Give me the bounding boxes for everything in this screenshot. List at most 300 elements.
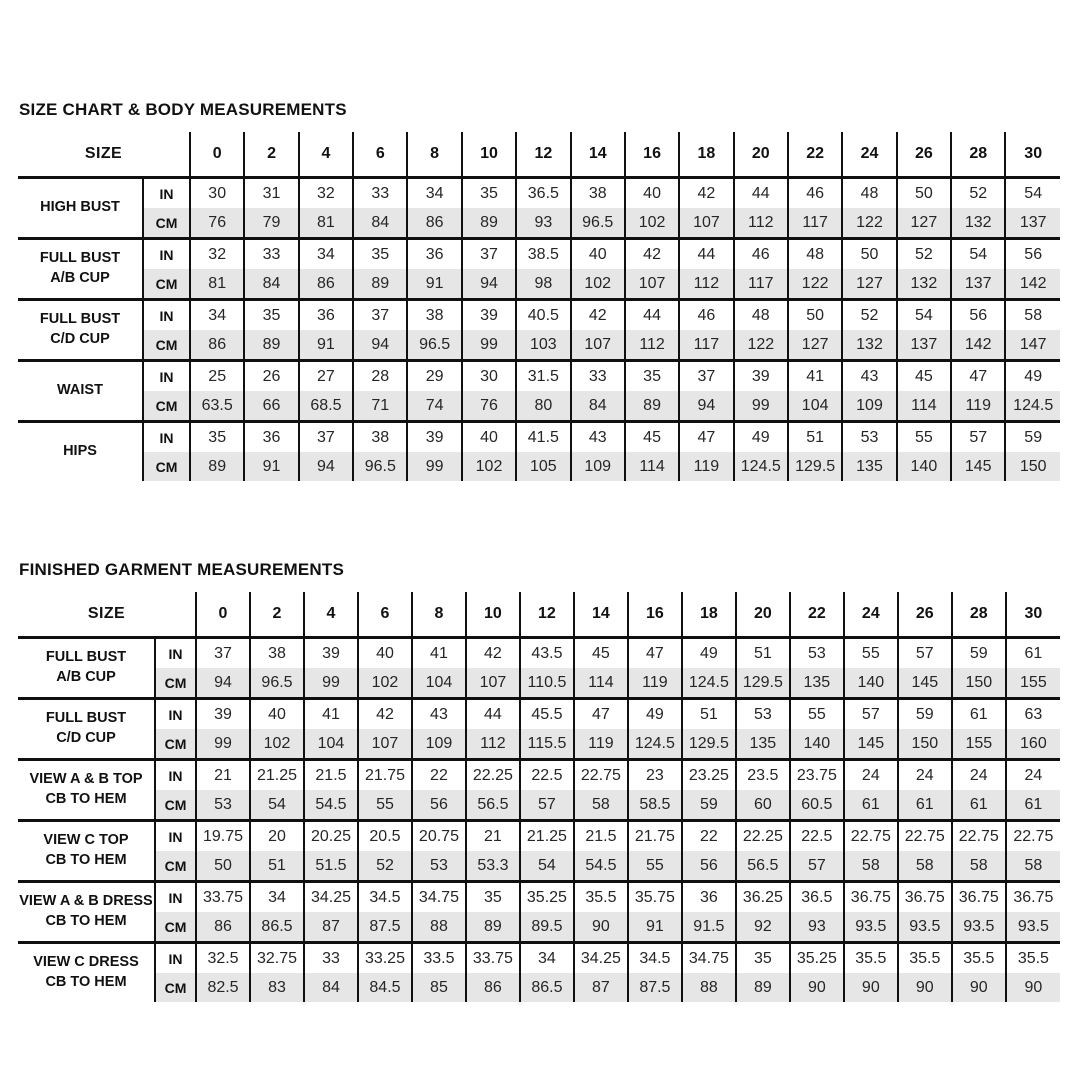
measurement-value-cell: 24: [952, 760, 1006, 791]
measurement-value-cell: 31.5: [516, 361, 570, 392]
garment-measurements-title: FINISHED GARMENT MEASUREMENTS: [19, 560, 345, 579]
measurement-row-centimeters: [18, 729, 1060, 760]
measurement-value-cell: 22.25: [736, 821, 790, 852]
measurement-value-cell: 84.5: [358, 973, 412, 1002]
body-measurements-title: SIZE CHART & BODY MEASUREMENTS: [19, 100, 347, 119]
measurement-value-cell: 37: [196, 638, 250, 669]
measurement-value-cell: 35.75: [628, 882, 682, 913]
measurement-value-cell: 54.5: [304, 790, 358, 821]
measurement-value-cell: 61: [952, 790, 1006, 821]
measurement-value-cell: 33: [304, 943, 358, 974]
measurement-value-cell: 88: [412, 912, 466, 943]
measurement-value-cell: 147: [1005, 330, 1060, 361]
measurement-value-cell: 89: [625, 391, 679, 422]
size-column-header: 18: [682, 592, 736, 638]
measurement-value-cell: 59: [682, 790, 736, 821]
measurement-value-cell: 90: [1006, 973, 1060, 1002]
measurement-value-cell: 41.5: [516, 422, 570, 453]
measurement-value-cell: 38.5: [516, 239, 570, 270]
measurement-value-cell: 40: [462, 422, 516, 453]
measurement-value-cell: 107: [625, 269, 679, 300]
size-column-header: 24: [842, 132, 896, 178]
measurement-value-cell: 104: [304, 729, 358, 760]
measurement-value-cell: 61: [952, 699, 1006, 730]
unit-label-cm: CM: [155, 912, 196, 943]
measurement-value-cell: 150: [1005, 452, 1060, 481]
measurement-value-cell: 68.5: [299, 391, 353, 422]
measurement-value-cell: 53: [790, 638, 844, 669]
measurement-row-label-line: CB TO HEM: [45, 913, 127, 929]
measurement-value-cell: 88: [682, 973, 736, 1002]
measurement-value-cell: 34.75: [412, 882, 466, 913]
measurement-value-cell: 112: [625, 330, 679, 361]
unit-label-in: IN: [155, 943, 196, 974]
unit-label-in: IN: [143, 361, 190, 392]
measurement-value-cell: 22.5: [520, 760, 574, 791]
measurement-value-cell: 33.5: [412, 943, 466, 974]
unit-label-in: IN: [155, 760, 196, 791]
measurement-value-cell: 96.5: [571, 208, 625, 239]
measurement-value-cell: 22.25: [466, 760, 520, 791]
measurement-row-centimeters: [18, 208, 1060, 239]
measurement-value-cell: 49: [734, 422, 788, 453]
unit-label-in: IN: [155, 882, 196, 913]
measurement-value-cell: 34.5: [628, 943, 682, 974]
measurement-value-cell: 39: [734, 361, 788, 392]
measurement-row-inches: [18, 239, 1060, 270]
size-column-header: 10: [462, 132, 516, 178]
measurement-value-cell: 23.75: [790, 760, 844, 791]
measurement-value-cell: 34.5: [358, 882, 412, 913]
measurement-value-cell: 60: [736, 790, 790, 821]
size-column-header: 8: [407, 132, 461, 178]
measurement-value-cell: 30: [462, 361, 516, 392]
measurement-value-cell: 38: [407, 300, 461, 331]
size-column-header: 14: [574, 592, 628, 638]
measurement-value-cell: 21.75: [358, 760, 412, 791]
measurement-value-cell: 93.5: [844, 912, 898, 943]
measurement-value-cell: 34.25: [304, 882, 358, 913]
measurement-value-cell: 47: [951, 361, 1005, 392]
measurement-value-cell: 112: [466, 729, 520, 760]
unit-label-cm: CM: [143, 208, 190, 239]
measurement-value-cell: 55: [628, 851, 682, 882]
measurement-value-cell: 58: [844, 851, 898, 882]
measurement-value-cell: 122: [842, 208, 896, 239]
measurement-row-label: [18, 422, 143, 482]
measurement-value-cell: 92: [736, 912, 790, 943]
measurement-value-cell: 51: [682, 699, 736, 730]
measurement-value-cell: 36: [407, 239, 461, 270]
measurement-value-cell: 86: [466, 973, 520, 1002]
unit-label-cm: CM: [155, 973, 196, 1002]
measurement-value-cell: 90: [574, 912, 628, 943]
measurement-row-label-line: A/B CUP: [56, 669, 116, 685]
measurement-value-cell: 99: [304, 668, 358, 699]
measurement-value-cell: 32.5: [196, 943, 250, 974]
measurement-value-cell: 84: [244, 269, 298, 300]
measurement-value-cell: 31: [244, 178, 298, 209]
size-column-header: 2: [244, 132, 298, 178]
measurement-row-centimeters: [18, 790, 1060, 821]
measurement-value-cell: 33.25: [358, 943, 412, 974]
measurement-value-cell: 117: [679, 330, 733, 361]
measurement-value-cell: 42: [466, 638, 520, 669]
size-column-header: 26: [898, 592, 952, 638]
measurement-value-cell: 93.5: [1006, 912, 1060, 943]
measurement-value-cell: 109: [842, 391, 896, 422]
measurement-value-cell: 33: [353, 178, 407, 209]
measurement-value-cell: 43.5: [520, 638, 574, 669]
measurement-value-cell: 55: [790, 699, 844, 730]
measurement-value-cell: 145: [898, 668, 952, 699]
measurement-value-cell: 20.5: [358, 821, 412, 852]
measurement-value-cell: 86: [190, 330, 244, 361]
measurement-value-cell: 37: [679, 361, 733, 392]
measurement-value-cell: 56: [412, 790, 466, 821]
unit-label-in: IN: [143, 239, 190, 270]
measurement-value-cell: 90: [898, 973, 952, 1002]
measurement-row-centimeters: [18, 851, 1060, 882]
measurement-value-cell: 23.5: [736, 760, 790, 791]
measurement-value-cell: 137: [951, 269, 1005, 300]
measurement-value-cell: 34: [250, 882, 304, 913]
size-column-header: 6: [353, 132, 407, 178]
measurement-value-cell: 150: [898, 729, 952, 760]
measurement-value-cell: 89: [466, 912, 520, 943]
measurement-value-cell: 83: [250, 973, 304, 1002]
measurement-value-cell: 23: [628, 760, 682, 791]
measurement-row-label: [18, 361, 143, 422]
measurement-value-cell: 86.5: [520, 973, 574, 1002]
measurement-value-cell: 43: [842, 361, 896, 392]
measurement-row-label-line: FULL BUST: [45, 710, 127, 727]
measurement-value-cell: 102: [625, 208, 679, 239]
measurement-value-cell: 44: [679, 239, 733, 270]
garment-measurements-table: [18, 592, 1060, 1002]
measurement-value-cell: 40.5: [516, 300, 570, 331]
measurement-value-cell: 57: [520, 790, 574, 821]
measurement-value-cell: 61: [844, 790, 898, 821]
measurement-value-cell: 109: [412, 729, 466, 760]
measurement-value-cell: 20.75: [412, 821, 466, 852]
measurement-row-inches: [18, 361, 1060, 392]
measurement-value-cell: 47: [679, 422, 733, 453]
measurement-value-cell: 129.5: [736, 668, 790, 699]
measurement-row-inches: [18, 760, 1060, 791]
size-column-header: 4: [299, 132, 353, 178]
measurement-value-cell: 82.5: [196, 973, 250, 1002]
measurement-value-cell: 48: [842, 178, 896, 209]
measurement-value-cell: 89: [190, 452, 244, 481]
measurement-value-cell: 33.75: [466, 943, 520, 974]
measurement-value-cell: 135: [842, 452, 896, 481]
measurement-value-cell: 60.5: [790, 790, 844, 821]
measurement-value-cell: 51.5: [304, 851, 358, 882]
measurement-value-cell: 145: [844, 729, 898, 760]
measurement-value-cell: 21.25: [250, 760, 304, 791]
measurement-value-cell: 112: [734, 208, 788, 239]
measurement-value-cell: 47: [574, 699, 628, 730]
measurement-value-cell: 33: [244, 239, 298, 270]
measurement-value-cell: 124.5: [682, 668, 736, 699]
measurement-value-cell: 53: [736, 699, 790, 730]
measurement-value-cell: 43: [571, 422, 625, 453]
measurement-value-cell: 122: [788, 269, 842, 300]
measurement-value-cell: 54: [520, 851, 574, 882]
unit-label-in: IN: [143, 300, 190, 331]
measurement-value-cell: 43: [412, 699, 466, 730]
measurement-value-cell: 45.5: [520, 699, 574, 730]
size-column-header: 30: [1006, 592, 1060, 638]
measurement-value-cell: 117: [788, 208, 842, 239]
measurement-value-cell: 91: [407, 269, 461, 300]
measurement-value-cell: 40: [571, 239, 625, 270]
measurement-value-cell: 107: [358, 729, 412, 760]
measurement-value-cell: 63.5: [190, 391, 244, 422]
measurement-value-cell: 24: [844, 760, 898, 791]
body-measurements-table: [18, 132, 1060, 481]
measurement-value-cell: 34.25: [574, 943, 628, 974]
measurement-value-cell: 102: [250, 729, 304, 760]
measurement-row-inches: [18, 178, 1060, 209]
measurement-value-cell: 124.5: [734, 452, 788, 481]
measurement-value-cell: 94: [353, 330, 407, 361]
measurement-value-cell: 103: [516, 330, 570, 361]
measurement-value-cell: 42: [571, 300, 625, 331]
measurement-value-cell: 119: [679, 452, 733, 481]
measurement-row-label-line: WAIST: [57, 382, 103, 399]
measurement-value-cell: 86.5: [250, 912, 304, 943]
measurement-row-label-line: CB TO HEM: [45, 852, 127, 868]
measurement-value-cell: 112: [679, 269, 733, 300]
measurement-value-cell: 99: [196, 729, 250, 760]
measurement-value-cell: 27: [299, 361, 353, 392]
measurement-value-cell: 137: [1005, 208, 1060, 239]
measurement-value-cell: 34: [190, 300, 244, 331]
measurement-value-cell: 114: [897, 391, 951, 422]
measurement-value-cell: 34: [520, 943, 574, 974]
measurement-value-cell: 38: [250, 638, 304, 669]
measurement-value-cell: 94: [299, 452, 353, 481]
size-column-header: 26: [897, 132, 951, 178]
measurement-value-cell: 61: [1006, 638, 1060, 669]
measurement-value-cell: 124.5: [628, 729, 682, 760]
measurement-value-cell: 55: [358, 790, 412, 821]
unit-label-in: IN: [155, 638, 196, 669]
measurement-value-cell: 50: [842, 239, 896, 270]
unit-label-cm: CM: [143, 391, 190, 422]
measurement-value-cell: 89: [736, 973, 790, 1002]
measurement-value-cell: 44: [625, 300, 679, 331]
size-column-header: 12: [516, 132, 570, 178]
measurement-value-cell: 55: [897, 422, 951, 453]
measurement-value-cell: 105: [516, 452, 570, 481]
measurement-value-cell: 89.5: [520, 912, 574, 943]
measurement-value-cell: 140: [790, 729, 844, 760]
measurement-value-cell: 35: [625, 361, 679, 392]
measurement-value-cell: 87.5: [358, 912, 412, 943]
measurement-value-cell: 50: [196, 851, 250, 882]
measurement-value-cell: 74: [407, 391, 461, 422]
measurement-value-cell: 142: [1005, 269, 1060, 300]
measurement-value-cell: 87.5: [628, 973, 682, 1002]
measurement-value-cell: 110.5: [520, 668, 574, 699]
measurement-value-cell: 137: [897, 330, 951, 361]
measurement-row-label: [18, 943, 155, 1003]
measurement-row-label-line: C/D CUP: [50, 331, 110, 347]
measurement-value-cell: 45: [897, 361, 951, 392]
measurement-value-cell: 140: [844, 668, 898, 699]
measurement-value-cell: 52: [358, 851, 412, 882]
size-column-header: 4: [304, 592, 358, 638]
measurement-value-cell: 46: [788, 178, 842, 209]
measurement-value-cell: 35.5: [844, 943, 898, 974]
measurement-value-cell: 41: [412, 638, 466, 669]
measurement-value-cell: 35.25: [790, 943, 844, 974]
measurement-value-cell: 32.75: [250, 943, 304, 974]
measurement-value-cell: 41: [788, 361, 842, 392]
measurement-value-cell: 50: [788, 300, 842, 331]
measurement-value-cell: 89: [353, 269, 407, 300]
measurement-value-cell: 24: [1006, 760, 1060, 791]
measurement-value-cell: 36.5: [790, 882, 844, 913]
measurement-value-cell: 102: [358, 668, 412, 699]
measurement-value-cell: 55: [844, 638, 898, 669]
measurement-row-inches: [18, 300, 1060, 331]
measurement-value-cell: 28: [353, 361, 407, 392]
measurement-value-cell: 53: [842, 422, 896, 453]
measurement-value-cell: 127: [788, 330, 842, 361]
measurement-value-cell: 35.5: [574, 882, 628, 913]
measurement-value-cell: 21.75: [628, 821, 682, 852]
measurement-value-cell: 135: [790, 668, 844, 699]
measurement-value-cell: 22.5: [790, 821, 844, 852]
measurement-value-cell: 30: [190, 178, 244, 209]
measurement-value-cell: 91.5: [682, 912, 736, 943]
measurement-value-cell: 160: [1006, 729, 1060, 760]
measurement-value-cell: 104: [788, 391, 842, 422]
measurement-value-cell: 49: [628, 699, 682, 730]
measurement-value-cell: 32: [190, 239, 244, 270]
measurement-value-cell: 76: [462, 391, 516, 422]
measurement-row-label-line: FULL BUST: [39, 250, 121, 267]
size-column-header: 20: [734, 132, 788, 178]
size-column-header: 12: [520, 592, 574, 638]
measurement-value-cell: 35: [190, 422, 244, 453]
measurement-value-cell: 119: [951, 391, 1005, 422]
measurement-value-cell: 22.75: [844, 821, 898, 852]
measurement-row-label-line: C/D CUP: [56, 730, 116, 746]
measurement-row-inches: [18, 699, 1060, 730]
measurement-value-cell: 37: [462, 239, 516, 270]
measurement-value-cell: 94: [679, 391, 733, 422]
measurement-value-cell: 115.5: [520, 729, 574, 760]
measurement-value-cell: 155: [952, 729, 1006, 760]
measurement-value-cell: 129.5: [788, 452, 842, 481]
size-column-header: 0: [196, 592, 250, 638]
unit-label-cm: CM: [143, 330, 190, 361]
measurement-row-centimeters: [18, 973, 1060, 1002]
size-column-header: 30: [1005, 132, 1060, 178]
size-column-header: 16: [625, 132, 679, 178]
unit-label-in: IN: [155, 699, 196, 730]
measurement-value-cell: 46: [679, 300, 733, 331]
measurement-value-cell: 104: [412, 668, 466, 699]
measurement-value-cell: 36.5: [516, 178, 570, 209]
measurement-value-cell: 19.75: [196, 821, 250, 852]
measurement-value-cell: 124.5: [1005, 391, 1060, 422]
measurement-value-cell: 41: [304, 699, 358, 730]
measurement-value-cell: 36: [682, 882, 736, 913]
measurement-value-cell: 51: [788, 422, 842, 453]
measurement-value-cell: 39: [304, 638, 358, 669]
measurement-value-cell: 107: [571, 330, 625, 361]
measurement-value-cell: 135: [736, 729, 790, 760]
size-column-header: 24: [844, 592, 898, 638]
measurement-value-cell: 91: [244, 452, 298, 481]
measurement-value-cell: 48: [788, 239, 842, 270]
measurement-value-cell: 54: [1005, 178, 1060, 209]
measurement-value-cell: 99: [734, 391, 788, 422]
measurement-row-centimeters: [18, 912, 1060, 943]
measurement-value-cell: 107: [466, 668, 520, 699]
measurement-value-cell: 129.5: [682, 729, 736, 760]
measurement-value-cell: 40: [358, 638, 412, 669]
measurement-value-cell: 35.5: [898, 943, 952, 974]
measurement-value-cell: 117: [734, 269, 788, 300]
unit-label-cm: CM: [155, 729, 196, 760]
measurement-value-cell: 35: [353, 239, 407, 270]
measurement-value-cell: 87: [304, 912, 358, 943]
size-column-header: 28: [951, 132, 1005, 178]
measurement-value-cell: 84: [353, 208, 407, 239]
measurement-value-cell: 56: [951, 300, 1005, 331]
size-column-header: 16: [628, 592, 682, 638]
measurement-value-cell: 35: [462, 178, 516, 209]
measurement-value-cell: 46: [734, 239, 788, 270]
measurement-row-centimeters: [18, 269, 1060, 300]
measurement-value-cell: 93: [790, 912, 844, 943]
measurement-row-label-line: FULL BUST: [39, 311, 121, 328]
measurement-value-cell: 36.75: [898, 882, 952, 913]
measurement-value-cell: 54: [897, 300, 951, 331]
measurement-value-cell: 35: [244, 300, 298, 331]
measurement-value-cell: 127: [842, 269, 896, 300]
measurement-value-cell: 81: [190, 269, 244, 300]
measurement-value-cell: 86: [196, 912, 250, 943]
measurement-value-cell: 140: [897, 452, 951, 481]
size-column-header: 20: [736, 592, 790, 638]
measurement-value-cell: 81: [299, 208, 353, 239]
measurement-value-cell: 99: [407, 452, 461, 481]
measurement-value-cell: 22.75: [574, 760, 628, 791]
measurement-value-cell: 44: [466, 699, 520, 730]
measurement-value-cell: 36.25: [736, 882, 790, 913]
measurement-value-cell: 35.5: [1006, 943, 1060, 974]
measurement-value-cell: 122: [734, 330, 788, 361]
unit-label-cm: CM: [143, 452, 190, 481]
unit-label-in: IN: [143, 422, 190, 453]
measurement-value-cell: 53: [196, 790, 250, 821]
measurement-value-cell: 33: [571, 361, 625, 392]
measurement-value-cell: 155: [1006, 668, 1060, 699]
measurement-value-cell: 51: [250, 851, 304, 882]
measurement-value-cell: 76: [190, 208, 244, 239]
measurement-row-centimeters: [18, 452, 1060, 481]
measurement-value-cell: 58: [574, 790, 628, 821]
measurement-value-cell: 132: [897, 269, 951, 300]
